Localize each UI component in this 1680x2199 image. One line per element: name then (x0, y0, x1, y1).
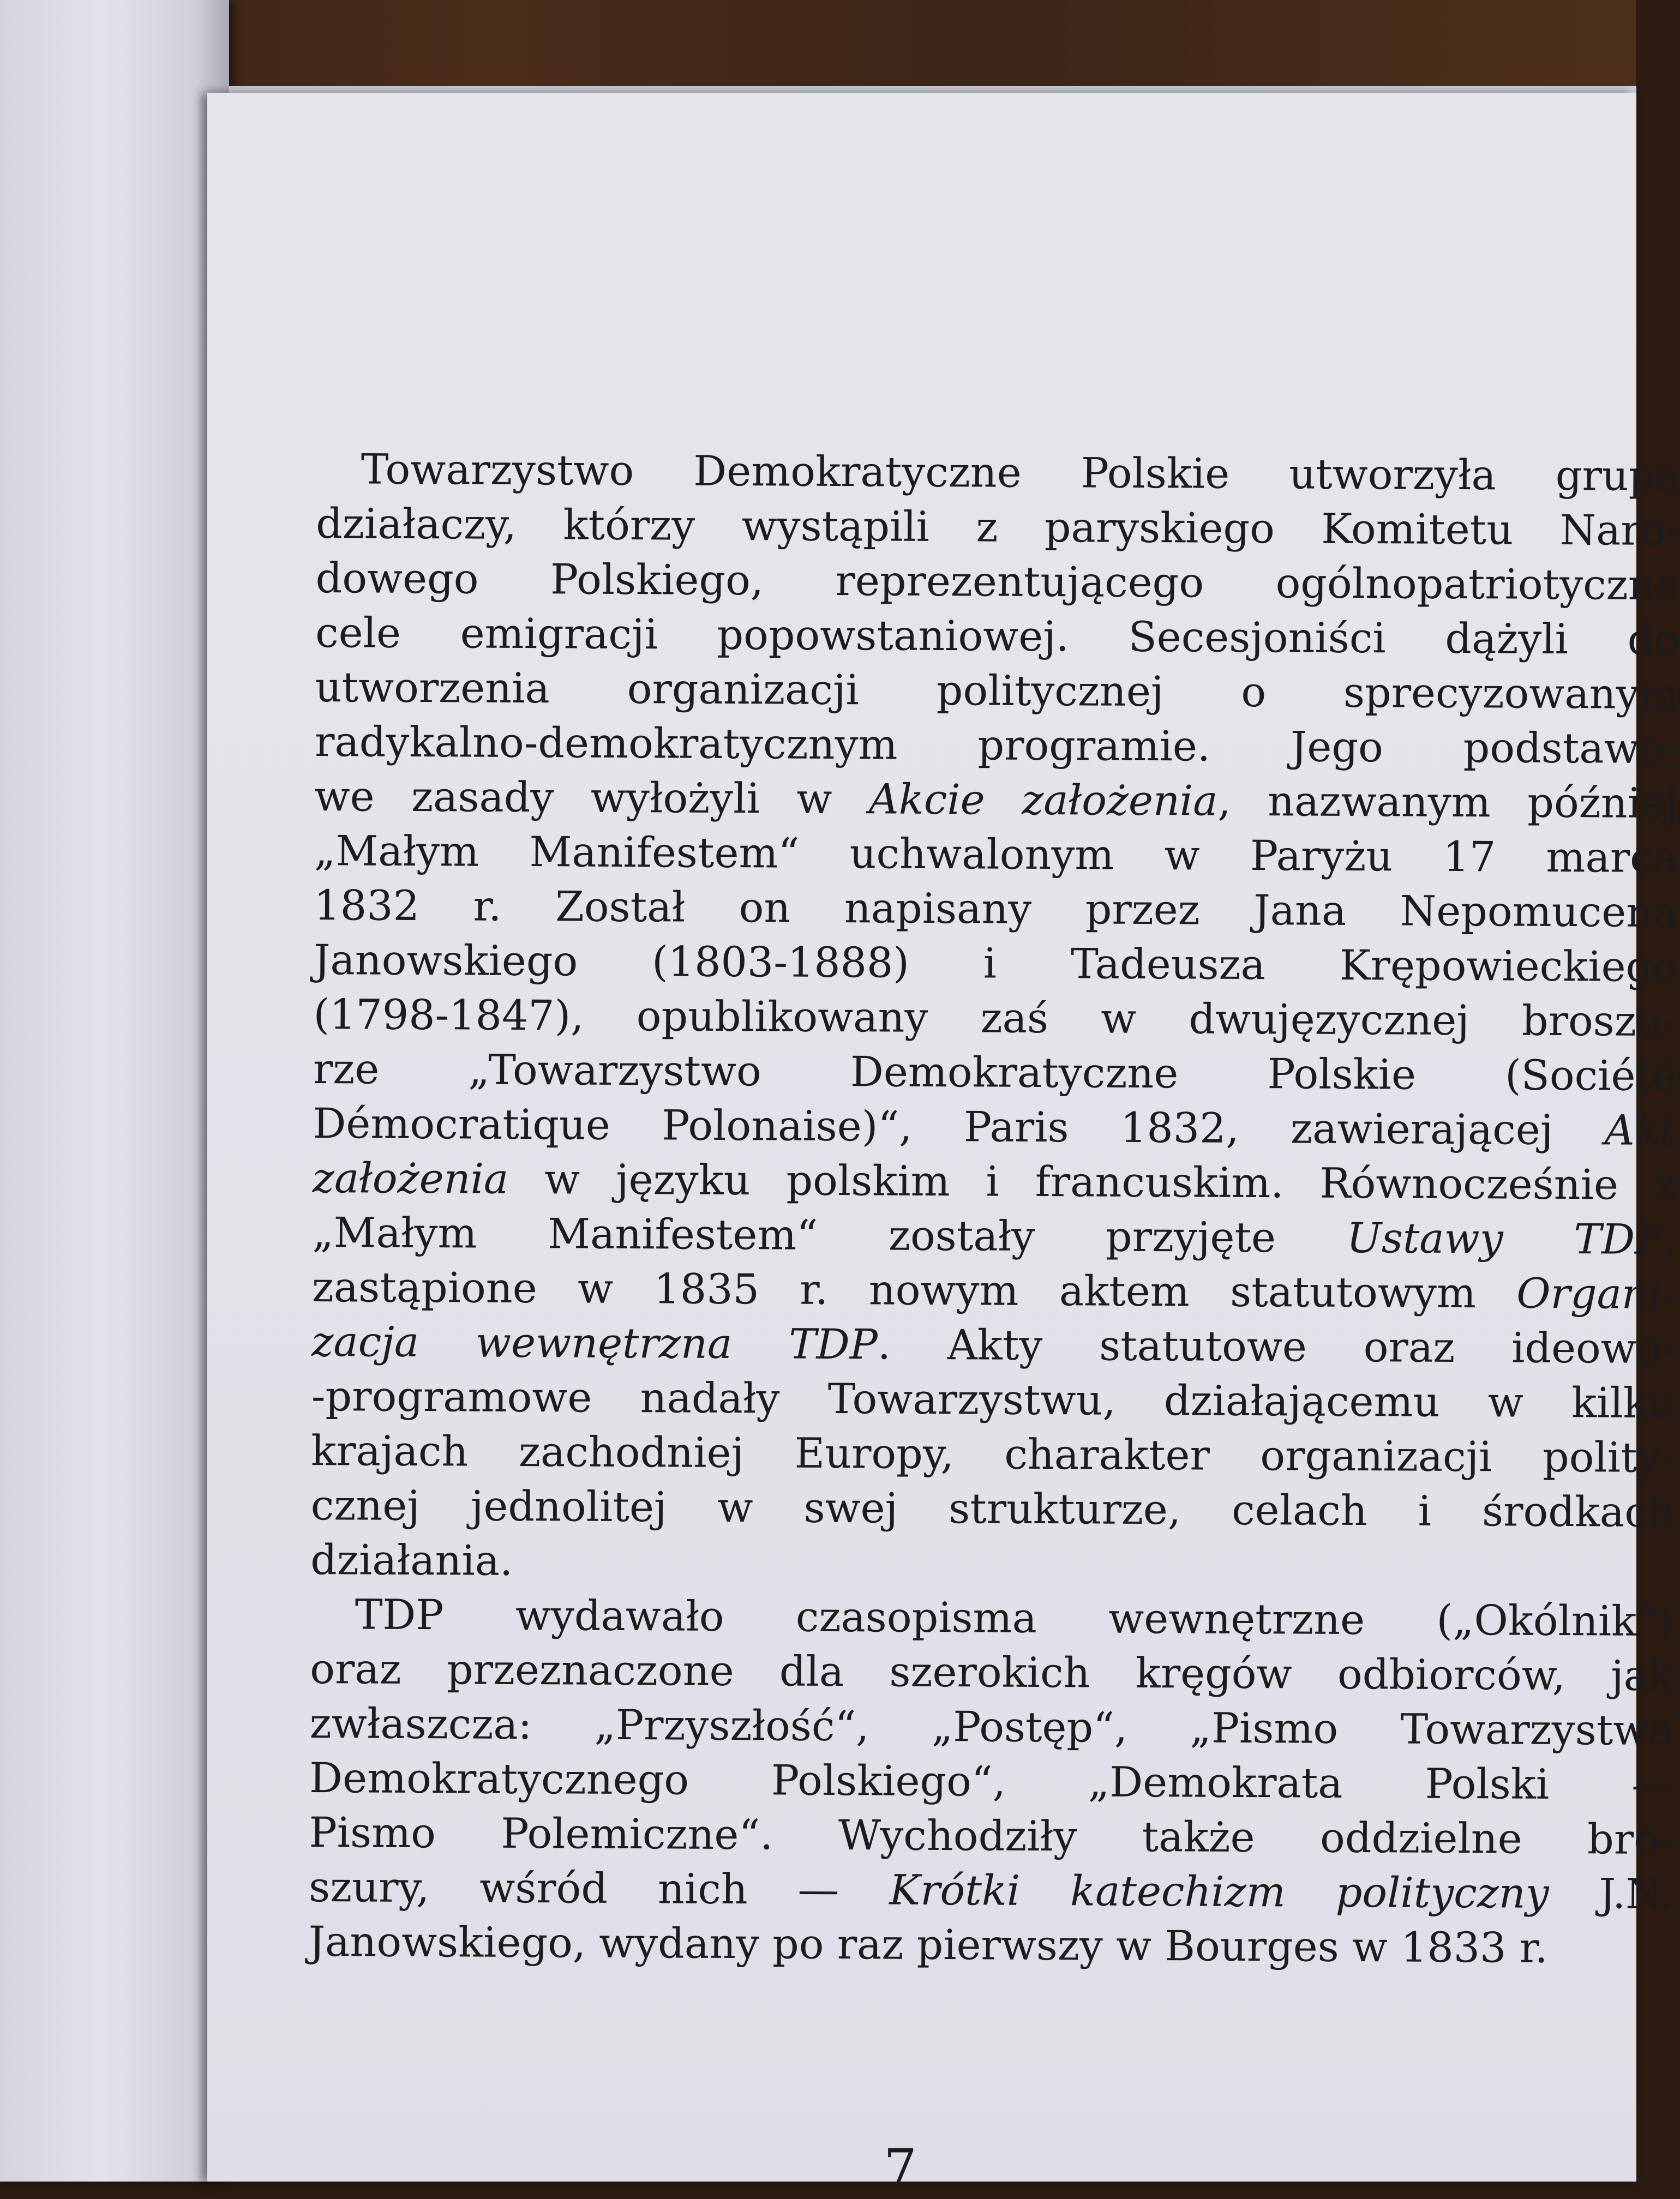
left-page (0, 0, 229, 2182)
text-line (309, 1696, 1673, 1758)
text-run: zastąpione w 1835 r. nowym aktem statutowym (311, 1262, 1517, 1318)
italic-title: Ustawy TDP (1346, 1213, 1663, 1264)
text-run: J.N. (1549, 1868, 1673, 1919)
italic-title: zacja wewnętrzna TDP (311, 1317, 878, 1369)
text-line (316, 496, 1679, 558)
text-run: Démocratique Polonaise)“, Paris 1832, zawierającej (313, 1098, 1605, 1155)
text-line (314, 824, 1678, 885)
text-line (315, 605, 1679, 667)
text-line (311, 1423, 1675, 1485)
book-page (207, 93, 1680, 2199)
text-line (309, 1860, 1672, 1921)
paragraph (310, 442, 1680, 1585)
text-line (311, 1478, 1675, 1540)
text-run: oraz przeznaczone dla szerokich kręgów odbiorców, jak (309, 1644, 1674, 1701)
text-run: we zasady wyłożyli w (314, 771, 869, 824)
text-run: , nazwanym później (1217, 776, 1678, 828)
text-line (313, 1096, 1676, 1158)
text-run: działaczy, którzy wystąpili z paryskiego Komitetu Naro- (315, 498, 1680, 555)
text-run: zwłaszcza: „Przyszłość“, „Postęp“, „Pismo Towarzystwa (309, 1698, 1673, 1755)
text-run: „Małym Manifestem“ uchwalonym w Paryżu 17 marca (314, 826, 1678, 882)
text-line (316, 442, 1679, 503)
text-line (310, 1533, 1674, 1594)
italic-title: Organi- (1516, 1269, 1676, 1319)
text-line (311, 1314, 1675, 1376)
text-line (315, 714, 1678, 776)
text-run: . Akty statutowe oraz ideowo- (877, 1320, 1676, 1373)
text-line (309, 1751, 1673, 1812)
text-line (315, 551, 1679, 612)
text-line (313, 987, 1677, 1049)
text-line (313, 1151, 1676, 1212)
text-run: dowego Polskiego, reprezentującego ogólnopatriotyczne (315, 553, 1679, 610)
text-run: „Małym Manifestem“ zostały przyjęte (312, 1207, 1347, 1262)
text-line (313, 1042, 1677, 1103)
italic-title: Krótki katechizm polityczny (889, 1865, 1549, 1918)
text-line (308, 1914, 1672, 1976)
text-run: krajach zachodniej Europy, charakter organizacji polity- (311, 1426, 1675, 1482)
italic-title: Akt (1604, 1105, 1677, 1155)
text-line (310, 1642, 1673, 1703)
page-number: 7 (884, 2138, 917, 2199)
text-run: radykalno-demokratycznym programie. Jego podstawo- (314, 717, 1679, 773)
text-run: szury, wśród nich — (308, 1862, 890, 1914)
body-text (308, 442, 1680, 2161)
text-line (314, 933, 1677, 994)
text-run: , (1662, 1215, 1676, 1264)
text-run: -programowe nadały Towarzystwu, działającemu w kilku (311, 1371, 1676, 1428)
text-run: TDP wydawało czasopisma wewnętrzne („Okólnik“) (355, 1590, 1674, 1646)
text-run: Towarzystwo Demokratyczne Polskie utworzyła grupa (361, 444, 1680, 501)
text-run: (1798-1847), opublikowany zaś w dwujęzycznej broszu- (313, 989, 1677, 1046)
text-run: Janowskiego (1803-1888) i Tadeusza Krępowieckiego (313, 935, 1678, 992)
text-run: Pismo Polemiczne“. Wychodziły także oddzielne bro- (309, 1807, 1673, 1864)
text-run: Demokratycznego Polskiego“, „Demokrata Polski — (309, 1753, 1673, 1810)
text-run: cznej jednolitej w swej strukturze, celach i środkach (310, 1480, 1675, 1537)
italic-title: Akcie założenia (868, 774, 1218, 825)
text-run: utworzenia organizacji politycznej o sprecyzowanym (315, 662, 1679, 719)
text-line (314, 878, 1677, 940)
text-run: Janowskiego, wydany po raz pierwszy w Bourges w 1833 r. (308, 1916, 1549, 1972)
text-line (311, 1369, 1675, 1431)
text-line (315, 660, 1678, 722)
text-line (312, 1205, 1676, 1267)
italic-title: założenia (312, 1153, 509, 1203)
text-line (309, 1805, 1672, 1867)
text-line (312, 1260, 1676, 1321)
text-run: cele emigracji popowstaniowej. Secesjoniści dążyli do (315, 608, 1679, 664)
text-run: rze „Towarzystwo Demokratyczne Polskie (Société (313, 1044, 1677, 1101)
text-line (314, 769, 1678, 831)
text-line (310, 1587, 1673, 1649)
text-run: 1832 r. Został on napisany przez Jana Nepomucena (314, 880, 1678, 937)
text-run: działania. (310, 1535, 513, 1585)
text-run: w języku polskim i francuskim. Równocześnie z (508, 1154, 1677, 1210)
